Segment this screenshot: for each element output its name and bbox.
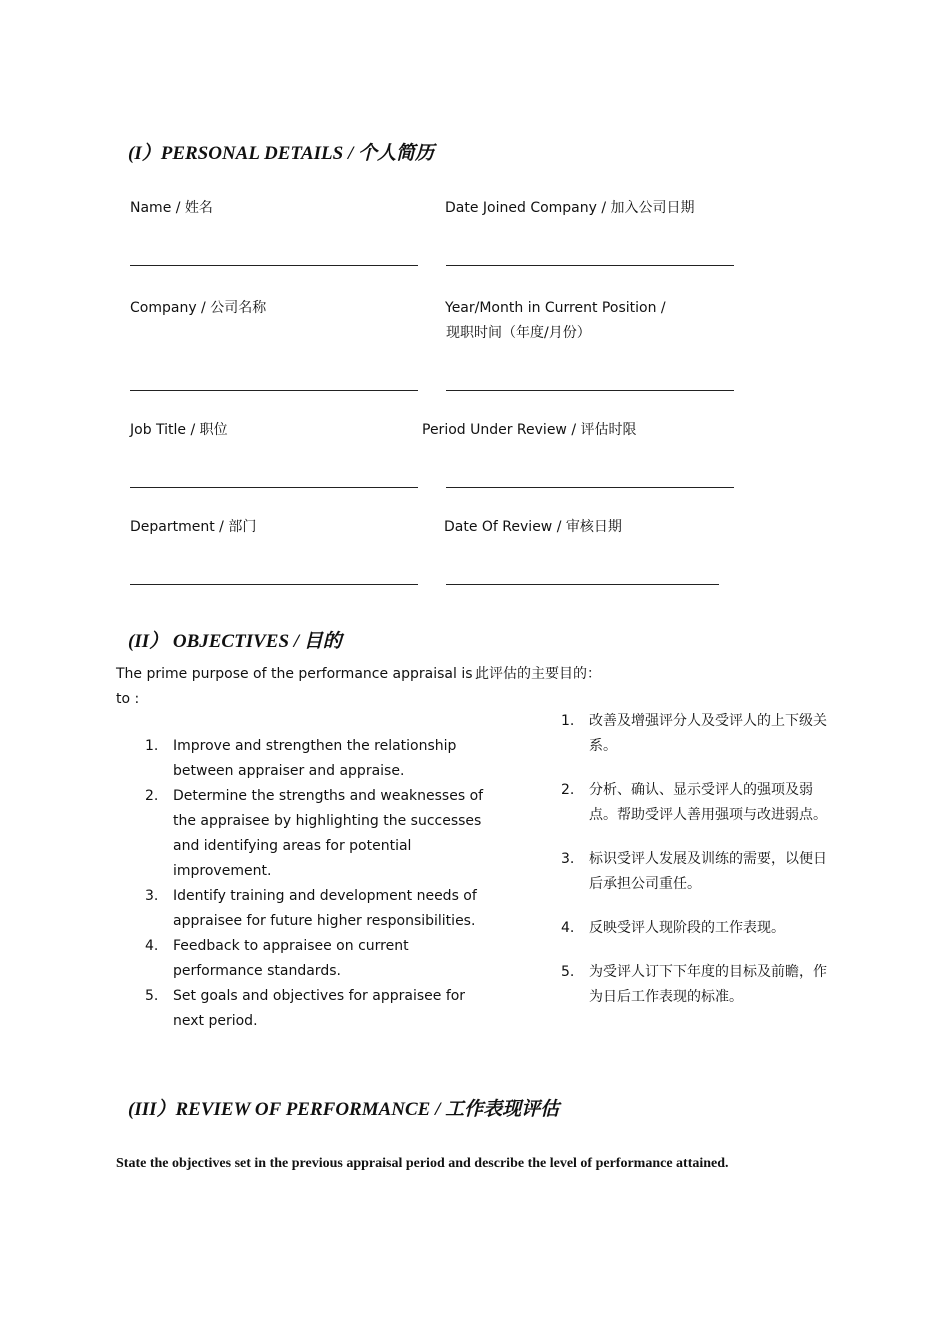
objective-item-line: Identify training and development needs of — [173, 888, 477, 904]
date-joined-input-line[interactable] — [446, 265, 734, 266]
objective-item-line: next period. — [173, 1013, 258, 1029]
objective-item-text — [173, 884, 477, 934]
objective-item-line: 为受评人订下下年度的目标及前瞻，作 — [589, 964, 827, 980]
objective-item-text — [589, 960, 827, 1010]
objective-item-text — [173, 984, 465, 1034]
objective-item-line: between appraiser and appraise. — [173, 763, 405, 779]
objective-item-line: 为日后工作表现的标准。 — [589, 989, 743, 1005]
objective-item-text — [173, 934, 409, 984]
objective-item-line: Set goals and objectives for appraisee for — [173, 988, 466, 1004]
objective-item-text — [589, 847, 827, 897]
department-label: Department / 部门 — [130, 519, 257, 535]
objective-item-text — [173, 784, 483, 884]
company-label: Company / 公司名称 — [130, 300, 267, 316]
objectives-intro-en-line1: The prime purpose of the performance appraisal is — [116, 666, 473, 682]
objective-item-line: 系。 — [589, 738, 617, 754]
section-review-heading: (III）REVIEW OF PERFORMANCE / 工作表现评估 — [128, 1099, 560, 1120]
year-month-label-line1: Year/Month in Current Position / — [445, 300, 666, 316]
objective-item-number: 5. — [561, 964, 575, 980]
objective-item-line: and identifying areas for potential — [173, 838, 412, 854]
date-of-review-label: Date Of Review / 审核日期 — [444, 519, 622, 535]
objective-item-line: appraisee for future higher responsibilities. — [173, 913, 476, 929]
job-title-label: Job Title / 职位 — [130, 422, 228, 438]
period-under-review-label: Period Under Review / 评估时限 — [422, 422, 637, 438]
job-title-input-line[interactable] — [130, 487, 418, 488]
date-joined-label: Date Joined Company / 加入公司日期 — [445, 200, 695, 216]
objective-item-number: 2. — [561, 782, 575, 798]
name-input-line[interactable] — [130, 265, 418, 266]
name-label: Name / 姓名 — [130, 200, 213, 216]
objective-item-text — [589, 916, 785, 941]
objective-item-number: 4. — [561, 920, 575, 936]
year-month-input-line[interactable] — [446, 390, 734, 391]
objective-item-line: 点。帮助受评人善用强项与改进弱点。 — [589, 807, 827, 823]
objective-item-text — [173, 734, 456, 784]
section-objectives-heading: (II） OBJECTIVES / 目的 — [128, 631, 342, 652]
objective-item-line: the appraisee by highlighting the successes — [173, 813, 482, 829]
company-input-line[interactable] — [130, 390, 418, 391]
objectives-intro-en-line2: to : — [116, 691, 140, 707]
objective-item-line: 分析、确认、显示受评人的强项及弱 — [589, 782, 813, 798]
objective-item-line: 后承担公司重任。 — [589, 876, 701, 892]
section-personal-details-heading: (I）PERSONAL DETAILS / 个人简历 — [128, 143, 434, 164]
objective-item-number: 3. — [561, 851, 575, 867]
objective-item-line: 反映受评人现阶段的工作表现。 — [589, 920, 785, 936]
review-instruction: State the objectives set in the previous appraisal period and describe the level of performance attained. — [116, 1156, 729, 1171]
objective-item-text — [589, 778, 827, 828]
objective-item-line: performance standards. — [173, 963, 341, 979]
department-input-line[interactable] — [130, 584, 418, 585]
year-month-label-line2: 现职时间（年度/月份） — [446, 325, 591, 341]
period-under-review-input-line[interactable] — [446, 487, 734, 488]
objective-item-line: Improve and strengthen the relationship — [173, 738, 457, 754]
objective-item-line: Feedback to appraisee on current — [173, 938, 409, 954]
objective-item-number: 2. — [145, 788, 159, 804]
objective-item-line: Determine the strengths and weaknesses of — [173, 788, 484, 804]
objective-item-number: 1. — [145, 738, 159, 754]
date-of-review-input-line[interactable] — [446, 584, 719, 585]
objective-item-number: 3. — [145, 888, 159, 904]
objectives-intro-zh: 此评估的主要目的： — [475, 666, 601, 682]
objective-item-line: 改善及增强评分人及受评人的上下级关 — [589, 713, 827, 729]
objective-item-number: 4. — [145, 938, 159, 954]
objective-item-line: improvement. — [173, 863, 272, 879]
objective-item-line: 标识受评人发展及训练的需要，以便日 — [589, 851, 827, 867]
objective-item-text — [589, 709, 827, 759]
objective-item-number: 1. — [561, 713, 575, 729]
objective-item-number: 5. — [145, 988, 159, 1004]
